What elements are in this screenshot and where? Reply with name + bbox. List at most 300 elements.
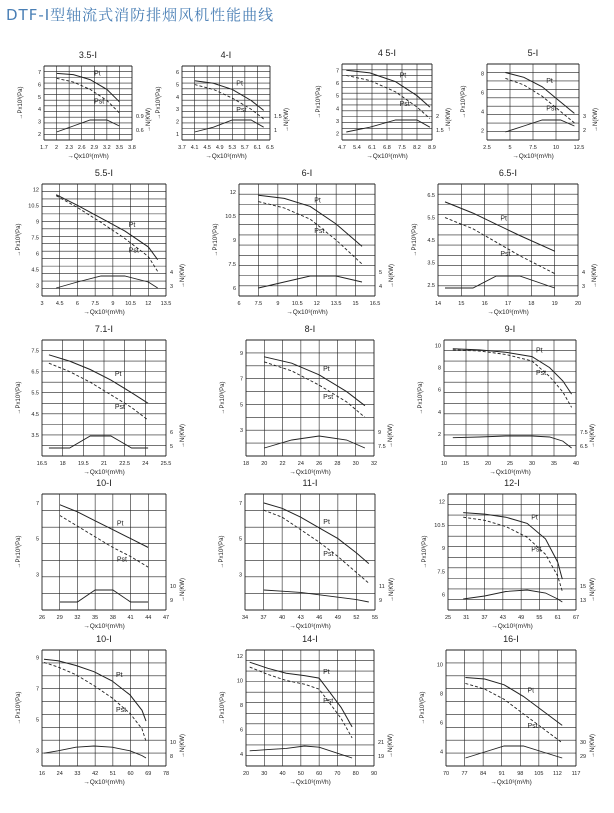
x-tick-label: 25 <box>506 461 514 467</box>
chart-1 <box>18 50 152 160</box>
n-tick-label: 19 <box>378 754 385 760</box>
y-tick-label: 3 <box>238 572 242 579</box>
x-tick-label: 4.1 <box>190 145 199 151</box>
y-tick-label: 4 <box>437 409 441 416</box>
y-tick-label: 3.5 <box>427 260 435 267</box>
y-tick-label: 4 <box>37 107 41 114</box>
chart-4 <box>461 48 599 160</box>
n-axis-label: →N(KW) <box>180 264 186 288</box>
y-tick-label: 10 <box>434 343 441 350</box>
y-axis-label: →Px10³(Pa) <box>412 223 418 257</box>
x-tick-label: 84 <box>480 771 487 777</box>
y-tick-label: 9 <box>232 238 236 244</box>
x-tick-label: 6.8 <box>383 145 391 151</box>
n-axis-label: →N(KW) <box>590 424 596 448</box>
y-tick-label: 6 <box>37 82 41 89</box>
x-tick-label: 5.4 <box>353 145 361 151</box>
x-tick-label: 78 <box>162 771 170 777</box>
y-tick-label: 12 <box>236 654 243 661</box>
chart-5 <box>16 168 186 316</box>
x-tick-label: 15 <box>458 301 465 307</box>
x-tick-label: 6.1 <box>368 145 376 151</box>
x-tick-label: 43 <box>297 615 304 621</box>
n-curve <box>60 590 149 602</box>
y-axis-label: →Px10³(Pa) <box>219 535 225 569</box>
n-axis-label: →N(KW) <box>180 578 186 602</box>
n-tick-label: 0.9 <box>136 114 144 120</box>
n-tick-label: 8 <box>170 754 174 760</box>
y-tick-label: 2 <box>480 128 484 135</box>
pt-label: Pt <box>128 221 136 229</box>
x-axis-label: →Qx10³(m³/h) <box>83 779 125 786</box>
n-curve <box>56 276 158 288</box>
n-axis-label: →N(KW) <box>590 734 596 758</box>
y-tick-label: 7 <box>35 500 39 507</box>
x-tick-label: 55 <box>371 615 379 621</box>
pst-label: Pst <box>531 546 542 554</box>
x-tick-label: 52 <box>353 615 360 621</box>
y-tick-label: 2 <box>437 431 441 438</box>
chart-15 <box>220 634 394 786</box>
x-tick-label: 26 <box>316 461 323 467</box>
chart-8 <box>16 324 186 476</box>
pt-label: Pt <box>323 518 330 526</box>
y-tick-label: 6 <box>441 592 445 599</box>
x-axis-label: →Qx10³(m³/h) <box>83 309 125 316</box>
n-tick-label: 30 <box>580 740 587 746</box>
x-tick-label: 60 <box>316 771 323 777</box>
pst-label: Pst <box>114 403 126 411</box>
y-tick-label: 5 <box>175 82 179 89</box>
chart-title: 10-Ⅰ <box>96 478 112 488</box>
x-tick-label: 40 <box>572 461 580 467</box>
x-tick-label: 105 <box>534 771 544 777</box>
x-tick-label: 5 <box>508 145 512 151</box>
y-tick-label: 4 <box>439 749 443 756</box>
pst-label: Pst <box>236 107 247 115</box>
x-tick-label: 91 <box>498 771 505 777</box>
x-tick-label: 19 <box>551 301 558 307</box>
n-tick-label: 13 <box>580 598 587 604</box>
y-tick-label: 8 <box>437 365 441 372</box>
y-tick-label: 8 <box>239 702 243 709</box>
y-tick-label: 6.5 <box>427 193 435 200</box>
x-tick-label: 42 <box>92 771 99 777</box>
x-tick-label: 49 <box>518 615 525 621</box>
y-tick-label: 9 <box>35 219 39 226</box>
pt-label: Pt <box>527 687 535 695</box>
pt-label: Pt <box>116 520 124 528</box>
pst-label: Pst <box>323 551 334 559</box>
x-tick-label: 44 <box>145 615 152 621</box>
pt-label: Pt <box>314 197 321 205</box>
pt-label: Pt <box>536 347 543 355</box>
x-tick-label: 1.7 <box>40 145 48 151</box>
y-tick-label: 7 <box>35 686 39 693</box>
x-tick-label: 12 <box>313 301 320 307</box>
pst-label: Pst <box>536 369 547 377</box>
n-curve <box>465 746 562 758</box>
n-tick-label: 7.5 <box>580 430 588 436</box>
y-tick-label: 5 <box>238 536 242 543</box>
x-tick-label: 4.7 <box>338 145 346 151</box>
y-axis-label: →Px10³(Pa) <box>16 535 22 569</box>
chart-title: 6-Ⅰ <box>301 168 313 178</box>
chart-6 <box>213 168 395 316</box>
y-axis-label: →Px10³(Pa) <box>156 86 162 120</box>
x-tick-label: 98 <box>517 771 524 777</box>
x-axis-label: →Qx10³(m³/h) <box>512 153 554 160</box>
y-tick-label: 3 <box>35 283 39 290</box>
x-tick-label: 3.7 <box>178 145 186 151</box>
pt-label: Pt <box>114 371 122 379</box>
pst-label: Pst <box>546 105 557 113</box>
x-tick-label: 3 <box>40 301 44 307</box>
n-curve <box>57 120 120 132</box>
x-tick-label: 4.5 <box>203 145 211 151</box>
x-tick-label: 40 <box>279 615 286 621</box>
y-tick-label: 3 <box>335 119 339 125</box>
pst-label: Pst <box>527 722 538 730</box>
x-tick-label: 7.5 <box>91 301 99 307</box>
x-tick-label: 16.5 <box>36 461 48 467</box>
x-tick-label: 10 <box>440 461 448 467</box>
x-tick-label: 16.5 <box>369 301 381 307</box>
x-tick-label: 6 <box>237 301 241 307</box>
pt-curve <box>264 357 365 406</box>
pt-curve <box>49 355 148 404</box>
n-tick-label: 9 <box>170 598 174 604</box>
pst-label: Pst <box>128 247 139 255</box>
y-tick-label: 7 <box>239 376 243 383</box>
x-tick-label: 12.5 <box>573 145 585 151</box>
n-tick-label: 9 <box>378 430 382 436</box>
x-tick-label: 34 <box>241 615 249 621</box>
pst-curve <box>264 362 365 417</box>
y-tick-label: 10.5 <box>28 203 39 210</box>
y-tick-label: 7 <box>238 500 242 507</box>
x-tick-label: 16 <box>481 301 488 307</box>
x-tick-label: 6.1 <box>253 145 262 151</box>
n-axis-label: →N(KW) <box>388 734 394 758</box>
x-tick-label: 46 <box>316 615 323 621</box>
x-tick-label: 29 <box>56 615 63 621</box>
n-curve <box>264 590 369 602</box>
x-tick-label: 90 <box>370 771 378 777</box>
x-tick-label: 80 <box>352 771 359 777</box>
x-axis-label: →Qx10³(m³/h) <box>491 623 533 630</box>
y-tick-label: 6.5 <box>31 369 39 376</box>
x-tick-label: 30 <box>352 461 359 467</box>
x-tick-label: 112 <box>553 771 562 777</box>
x-tick-label: 37 <box>481 615 488 621</box>
x-tick-label: 5.3 <box>228 145 237 151</box>
n-axis-label: →N(KW) <box>180 424 186 448</box>
pst-label: Pst <box>323 394 334 402</box>
x-tick-label: 8.2 <box>413 145 421 151</box>
n-tick-label: 6.5 <box>580 444 588 450</box>
n-tick-label: 4 <box>582 270 586 276</box>
x-tick-label: 17 <box>504 301 512 307</box>
pt-curve <box>264 503 369 564</box>
y-axis-label: →Px10³(Pa) <box>16 381 22 415</box>
x-tick-label: 19.5 <box>77 461 89 467</box>
n-axis-label: →N(KW) <box>388 424 394 448</box>
y-tick-label: 6 <box>437 387 441 394</box>
n-curve <box>195 120 264 132</box>
x-tick-label: 12 <box>145 301 152 307</box>
x-axis-label: →Qx10³(m³/h) <box>489 469 531 476</box>
x-tick-label: 10.5 <box>291 301 303 307</box>
n-tick-label: 29 <box>580 754 587 760</box>
y-axis-label: →Px10³(Pa) <box>420 691 426 725</box>
n-tick-label: 4 <box>170 270 174 276</box>
n-tick-label: 10 <box>170 584 177 590</box>
x-tick-label: 24 <box>142 461 149 467</box>
pst-curve <box>264 510 369 583</box>
x-tick-label: 2.9 <box>90 145 99 151</box>
x-axis-label: →Qx10³(m³/h) <box>366 153 408 160</box>
y-axis-label: →Px10³(Pa) <box>418 381 424 415</box>
y-tick-label: 6 <box>439 720 443 727</box>
y-tick-label: 12 <box>229 190 236 196</box>
x-tick-label: 7.5 <box>254 301 263 307</box>
x-tick-label: 38 <box>109 615 116 621</box>
x-axis-label: →Qx10³(m³/h) <box>83 469 125 476</box>
n-tick-label: 2 <box>436 114 440 120</box>
y-tick-label: 5.5 <box>31 390 39 397</box>
pst-label: Pst <box>94 98 105 106</box>
pst-curve <box>57 78 120 113</box>
chart-title: 5.5-Ⅰ <box>94 168 114 178</box>
x-tick-label: 5.7 <box>241 145 249 151</box>
n-curve <box>346 120 430 132</box>
y-tick-label: 3 <box>239 428 243 435</box>
pt-label: Pt <box>323 365 330 373</box>
y-tick-label: 3.5 <box>31 432 39 439</box>
pst-curve <box>56 196 158 272</box>
n-tick-label: 6 <box>170 430 174 436</box>
y-tick-label: 4 <box>480 109 484 116</box>
chart-title: 9-Ⅰ <box>504 324 516 334</box>
pt-label: Pt <box>236 80 243 88</box>
pst-label: Pst <box>116 706 127 714</box>
chart-10 <box>418 324 596 476</box>
chart-title: 16-Ⅰ <box>503 634 519 644</box>
n-tick-label: 5 <box>170 444 174 450</box>
x-tick-label: 50 <box>297 771 304 777</box>
x-tick-label: 30 <box>528 461 536 467</box>
y-axis-label: →Px10³(Pa) <box>220 691 226 725</box>
y-tick-label: 4 <box>239 751 243 758</box>
pt-curve <box>505 73 574 114</box>
x-tick-label: 61 <box>554 615 561 621</box>
x-tick-label: 40 <box>279 771 286 777</box>
x-tick-label: 41 <box>127 615 134 621</box>
y-tick-label: 7.5 <box>31 348 39 355</box>
x-tick-label: 35 <box>92 615 99 621</box>
y-tick-label: 7 <box>37 70 41 77</box>
y-tick-label: 10 <box>436 662 443 669</box>
y-axis-label: →Px10³(Pa) <box>422 535 428 569</box>
n-tick-label: 7.5 <box>378 444 386 450</box>
n-axis-label: →N(KW) <box>389 578 395 602</box>
y-tick-label: 7 <box>335 68 339 75</box>
x-tick-label: 10.5 <box>125 301 136 307</box>
y-tick-label: 5 <box>239 402 243 409</box>
n-tick-label: 1.5 <box>436 128 444 134</box>
y-axis-label: →Px10³(Pa) <box>16 223 22 257</box>
x-tick-label: 24 <box>56 771 63 777</box>
x-axis-label: →Qx10³(m³/h) <box>289 623 331 630</box>
chart-7 <box>412 168 598 316</box>
page-title: DTF-Ⅰ型轴流式消防排烟风机性能曲线 <box>6 6 275 24</box>
y-tick-label: 5.5 <box>427 215 435 222</box>
pst-curve <box>465 683 562 742</box>
pst-label: Pst <box>500 251 511 259</box>
x-tick-label: 18 <box>59 461 66 467</box>
y-tick-label: 12 <box>32 187 39 194</box>
pst-curve <box>463 517 562 591</box>
x-tick-label: 14 <box>434 301 442 307</box>
x-tick-label: 13.5 <box>330 301 342 307</box>
chart-title: 3.5-Ⅰ <box>78 50 98 60</box>
n-curve <box>463 590 562 602</box>
y-tick-label: 2.5 <box>427 282 435 289</box>
n-tick-label: 9 <box>379 598 383 604</box>
pst-curve <box>346 72 430 118</box>
pt-label: Pt <box>399 72 407 80</box>
x-tick-label: 33 <box>74 771 81 777</box>
y-tick-label: 9 <box>239 350 243 357</box>
y-tick-label: 6 <box>175 70 179 77</box>
x-tick-label: 2.3 <box>65 145 73 151</box>
x-tick-label: 60 <box>127 771 134 777</box>
n-tick-label: 15 <box>580 584 587 590</box>
n-tick-label: 10 <box>170 740 177 746</box>
x-tick-label: 32 <box>74 615 81 621</box>
x-tick-label: 26 <box>38 615 46 621</box>
pt-label: Pt <box>94 70 101 78</box>
x-axis-label: →Qx10³(m³/h) <box>67 153 109 160</box>
chart-12 <box>219 478 395 630</box>
chart-9 <box>220 324 394 476</box>
y-tick-label: 6 <box>232 286 236 292</box>
chart-title: 4-Ⅰ <box>220 50 232 60</box>
y-axis-label: →Px10³(Pa) <box>461 85 467 119</box>
pst-label: Pst <box>116 556 127 564</box>
pst-label: Pst <box>314 228 325 236</box>
x-tick-label: 25 <box>444 615 452 621</box>
x-tick-label: 3.2 <box>103 145 111 151</box>
y-tick-label: 6 <box>480 90 484 97</box>
x-tick-label: 77 <box>461 771 468 777</box>
x-tick-label: 70 <box>334 771 341 777</box>
x-tick-label: 67 <box>572 615 580 621</box>
y-tick-label: 4.5 <box>427 238 435 244</box>
pt-label: Pt <box>323 669 330 677</box>
y-tick-label: 6 <box>239 727 243 734</box>
chart-title: 12-Ⅰ <box>504 478 520 488</box>
chart-title: 8-Ⅰ <box>304 324 316 334</box>
pt-label: Pt <box>546 77 553 85</box>
n-tick-label: 2 <box>583 128 587 134</box>
y-tick-label: 7.5 <box>437 569 445 576</box>
y-tick-label: 4.5 <box>31 267 39 274</box>
x-axis-label: →Qx10³(m³/h) <box>83 623 125 630</box>
x-tick-label: 2.6 <box>77 145 86 151</box>
x-tick-label: 2 <box>55 145 59 151</box>
n-tick-label: 11 <box>379 584 385 590</box>
x-tick-label: 20 <box>484 461 492 467</box>
x-tick-label: 31 <box>463 615 470 621</box>
y-tick-label: 9 <box>441 546 445 553</box>
pt-curve <box>463 513 562 580</box>
x-tick-label: 51 <box>109 771 116 777</box>
n-tick-label: 1.5 <box>274 114 282 120</box>
y-tick-label: 3 <box>37 119 41 126</box>
pt-label: Pt <box>116 671 123 679</box>
pt-curve <box>258 195 362 246</box>
n-tick-label: 3 <box>583 114 587 120</box>
chart-16 <box>420 634 596 786</box>
x-tick-label: 6.5 <box>266 145 274 151</box>
x-tick-label: 20 <box>261 461 268 467</box>
x-tick-label: 43 <box>499 615 506 621</box>
y-tick-label: 3 <box>35 572 39 579</box>
y-tick-label: 2 <box>175 119 179 126</box>
y-tick-label: 8 <box>480 71 484 78</box>
y-tick-label: 12 <box>438 499 445 506</box>
x-tick-label: 37 <box>260 615 267 621</box>
x-tick-label: 55 <box>536 615 543 621</box>
n-axis-label: →N(KW) <box>284 108 290 132</box>
n-curve <box>49 436 148 448</box>
n-axis-label: →N(KW) <box>592 264 598 288</box>
x-tick-label: 7.5 <box>529 145 537 151</box>
y-tick-label: 10 <box>236 678 243 685</box>
x-tick-label: 15 <box>352 301 359 307</box>
n-tick-label: 21 <box>378 740 385 746</box>
x-tick-label: 28 <box>334 461 341 467</box>
y-tick-label: 2 <box>37 131 41 138</box>
n-axis-label: →N(KW) <box>389 264 395 288</box>
y-tick-label: 7.5 <box>31 235 39 242</box>
y-tick-label: 3 <box>175 107 179 114</box>
y-tick-label: 10.5 <box>434 522 445 529</box>
x-tick-label: 18 <box>528 301 535 307</box>
x-tick-label: 49 <box>334 615 341 621</box>
n-curve <box>258 276 362 288</box>
n-tick-label: 0.6 <box>136 128 144 134</box>
x-tick-label: 3.8 <box>128 145 136 151</box>
y-axis-label: →Px10³(Pa) <box>213 223 219 257</box>
x-axis-label: →Qx10³(m³/h) <box>487 309 529 316</box>
y-tick-label: 5 <box>335 93 339 100</box>
chart-14 <box>16 634 186 786</box>
chart-title: 6.5-Ⅰ <box>498 168 518 178</box>
chart-title: 11-Ⅰ <box>302 478 318 488</box>
x-tick-label: 24 <box>297 461 304 467</box>
chart-2 <box>156 50 290 160</box>
x-tick-label: 3.5 <box>115 145 124 151</box>
n-axis-label: →N(KW) <box>590 578 596 602</box>
x-tick-label: 22.5 <box>119 461 131 467</box>
x-tick-label: 69 <box>145 771 152 777</box>
y-tick-label: 6 <box>35 251 39 258</box>
x-tick-label: 13.5 <box>160 301 172 307</box>
x-tick-label: 35 <box>550 461 558 467</box>
